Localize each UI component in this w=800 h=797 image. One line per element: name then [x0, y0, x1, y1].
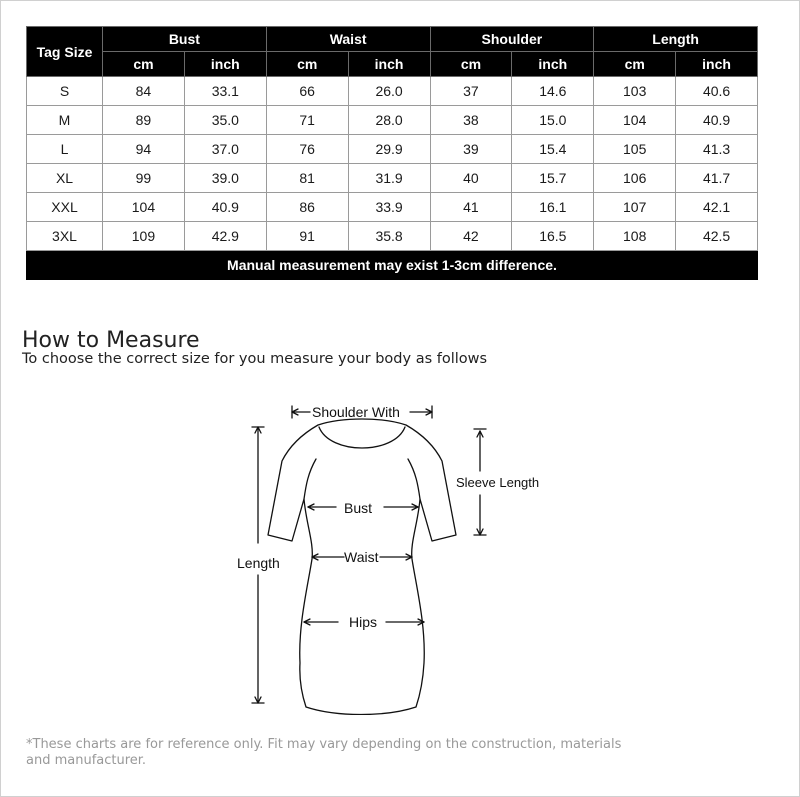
shoulder-cm-cell: 39: [430, 135, 512, 164]
waist-cm-cell: 66: [266, 77, 348, 106]
waist-inch-cell: 35.8: [348, 222, 430, 251]
length-inch-cell: 40.6: [676, 77, 758, 106]
unit-header: cm: [594, 52, 676, 77]
unit-header: cm: [266, 52, 348, 77]
unit-header: inch: [676, 52, 758, 77]
bust-cm-cell: 109: [103, 222, 185, 251]
bust-cm-cell: 104: [103, 193, 185, 222]
unit-header: inch: [348, 52, 430, 77]
dress-outline: [268, 419, 456, 715]
length-cm-cell: 107: [594, 193, 676, 222]
shoulder-cm-cell: 38: [430, 106, 512, 135]
waist-header: Waist: [266, 27, 430, 52]
unit-header: cm: [430, 52, 512, 77]
disclaimer-note: *These charts are for reference only. Fit may vary depending on the construction, materials and manufacturer.: [26, 737, 622, 768]
waist-inch-cell: 33.9: [348, 193, 430, 222]
size-cell: 3XL: [27, 222, 103, 251]
shoulder-cm-cell: 41: [430, 193, 512, 222]
shoulder-width-label: Shoulder With: [312, 404, 400, 420]
dress-measurement-diagram: [220, 395, 540, 715]
unit-header: inch: [184, 52, 266, 77]
waist-cm-cell: 76: [266, 135, 348, 164]
waist-inch-cell: 26.0: [348, 77, 430, 106]
table-row: [27, 222, 758, 251]
shoulder-header: Shoulder: [430, 27, 594, 52]
bust-cm-cell: 89: [103, 106, 185, 135]
unit-header: inch: [512, 52, 594, 77]
length-cm-cell: 106: [594, 164, 676, 193]
sleeve-length-label: Sleeve Length: [456, 475, 540, 490]
shoulder-inch-cell: 14.6: [512, 77, 594, 106]
shoulder-cm-cell: 37: [430, 77, 512, 106]
bust-inch-cell: 40.9: [184, 193, 266, 222]
table-row: [27, 164, 758, 193]
length-cm-cell: 104: [594, 106, 676, 135]
length-header: Length: [594, 27, 758, 52]
waist-inch-cell: 29.9: [348, 135, 430, 164]
waist-inch-cell: 28.0: [348, 106, 430, 135]
shoulder-inch-cell: 15.4: [512, 135, 594, 164]
length-inch-cell: 42.5: [676, 222, 758, 251]
how-to-measure-intro: To choose the correct size for you measure your body as follows: [22, 351, 488, 367]
how-to-measure-heading: How to Measure: [22, 328, 200, 354]
length-label: Length: [237, 555, 280, 571]
length-cm-cell: 108: [594, 222, 676, 251]
bust-inch-cell: 33.1: [184, 77, 266, 106]
shoulder-inch-cell: 15.7: [512, 164, 594, 193]
size-cell: M: [27, 106, 103, 135]
shoulder-inch-cell: 15.0: [512, 106, 594, 135]
waist-cm-cell: 81: [266, 164, 348, 193]
bust-inch-cell: 37.0: [184, 135, 266, 164]
bust-cm-cell: 99: [103, 164, 185, 193]
size-cell: XL: [27, 164, 103, 193]
waist-cm-cell: 71: [266, 106, 348, 135]
neckline: [319, 427, 405, 448]
bust-cm-cell: 84: [103, 77, 185, 106]
unit-header: cm: [103, 52, 185, 77]
size-cell: XXL: [27, 193, 103, 222]
waist-inch-cell: 31.9: [348, 164, 430, 193]
waist-label: Waist: [344, 549, 379, 565]
hips-label: Hips: [349, 614, 378, 630]
size-chart-table: [26, 26, 758, 280]
shoulder-inch-cell: 16.1: [512, 193, 594, 222]
bust-cm-cell: 94: [103, 135, 185, 164]
shoulder-cm-cell: 40: [430, 164, 512, 193]
table-row: [27, 135, 758, 164]
shoulder-cm-cell: 42: [430, 222, 512, 251]
length-cm-cell: 103: [594, 77, 676, 106]
length-inch-cell: 41.3: [676, 135, 758, 164]
length-inch-cell: 41.7: [676, 164, 758, 193]
measurement-note: Manual measurement may exist 1-3cm difference.: [27, 251, 758, 280]
waist-cm-cell: 91: [266, 222, 348, 251]
table-row: [27, 106, 758, 135]
shoulder-inch-cell: 16.5: [512, 222, 594, 251]
table-row: [27, 77, 758, 106]
waist-cm-cell: 86: [266, 193, 348, 222]
bust-inch-cell: 42.9: [184, 222, 266, 251]
bust-inch-cell: 35.0: [184, 106, 266, 135]
length-cm-cell: 105: [594, 135, 676, 164]
bust-inch-cell: 39.0: [184, 164, 266, 193]
tag-size-header: Tag Size: [27, 27, 103, 77]
bust-label: Bust: [344, 500, 373, 516]
size-cell: L: [27, 135, 103, 164]
length-inch-cell: 42.1: [676, 193, 758, 222]
table-row: [27, 193, 758, 222]
size-cell: S: [27, 77, 103, 106]
bust-header: Bust: [103, 27, 267, 52]
length-inch-cell: 40.9: [676, 106, 758, 135]
